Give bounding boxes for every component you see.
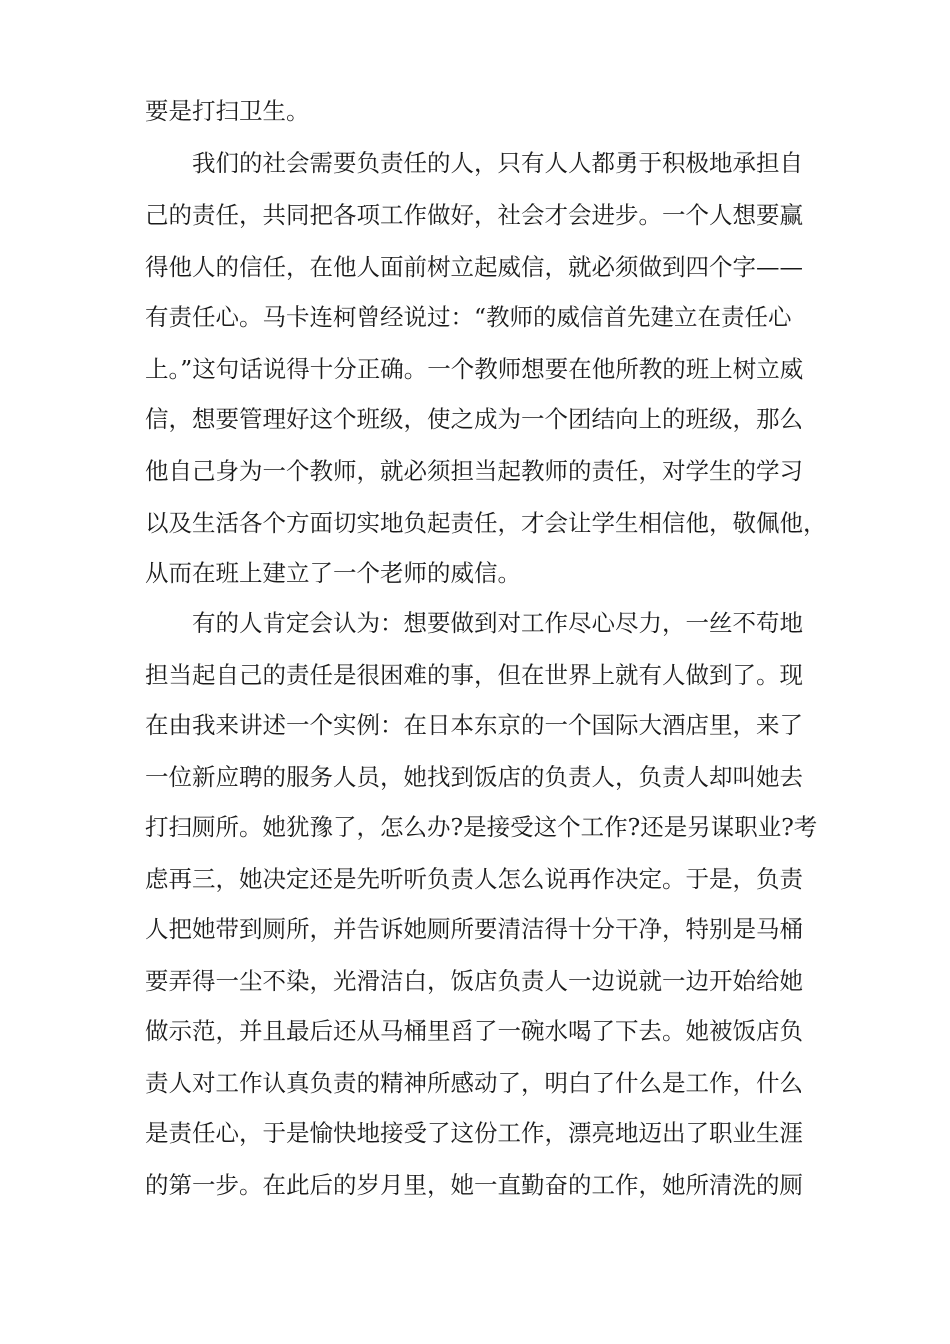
text-line: 做示范，并且最后还从马桶里舀了一碗水喝了下去。她被饭店负 [145, 1017, 803, 1045]
text-line: 责人对工作认真负责的精神所感动了，明白了什么是工作，什么 [145, 1069, 803, 1097]
text-line: 担当起自己的责任是很困难的事，但在世界上就有人做到了。现 [145, 661, 803, 689]
text-line: 虑再三，她决定还是先听听负责人怎么说再作决定。于是，负责 [145, 865, 803, 893]
text-line: 上。”这句话说得十分正确。一个教师想要在他所教的班上树立威 [145, 355, 804, 383]
text-line: 从而在班上建立了一个老师的威信。 [145, 559, 521, 587]
text-line: 有的人肯定会认为：想要做到对工作尽心尽力，一丝不苟地 [145, 609, 803, 637]
text-line: 要是打扫卫生。 [145, 97, 310, 125]
text-line: 人把她带到厕所，并告诉她厕所要清洁得十分干净，特别是马桶 [145, 915, 803, 943]
text-line: 一位新应聘的服务人员，她找到饭店的负责人，负责人却叫她去 [145, 763, 803, 791]
text-line: 信，想要管理好这个班级，使之成为一个团结向上的班级，那么 [145, 405, 803, 433]
text-line: 己的责任，共同把各项工作做好，社会才会进步。一个人想要赢 [145, 201, 803, 229]
text-line: 在由我来讲述一个实例：在日本东京的一个国际大酒店里，来了 [145, 711, 803, 739]
text-line: 以及生活各个方面切实地负起责任，才会让学生相信他，敬佩他， [145, 509, 827, 537]
text-line: 的第一步。在此后的岁月里，她一直勤奋的工作，她所清洗的厕 [145, 1171, 803, 1199]
text-line: 我们的社会需要负责任的人，只有人人都勇于积极地承担自 [145, 149, 803, 177]
text-line: 他自己身为一个教师，就必须担当起教师的责任，对学生的学习 [145, 457, 803, 485]
text-line: 打扫厕所。她犹豫了，怎么办?是接受这个工作?还是另谋职业?考 [145, 813, 818, 841]
text-line: 得他人的信任，在他人面前树立起威信，就必须做到四个字—— [145, 253, 803, 281]
text-line: 有责任心。马卡连柯曾经说过：“教师的威信首先建立在责任心 [145, 303, 792, 331]
text-line: 是责任心，于是愉快地接受了这份工作，漂亮地迈出了职业生涯 [145, 1119, 803, 1147]
text-line: 要弄得一尘不染，光滑洁白，饭店负责人一边说就一边开始给她 [145, 967, 803, 995]
